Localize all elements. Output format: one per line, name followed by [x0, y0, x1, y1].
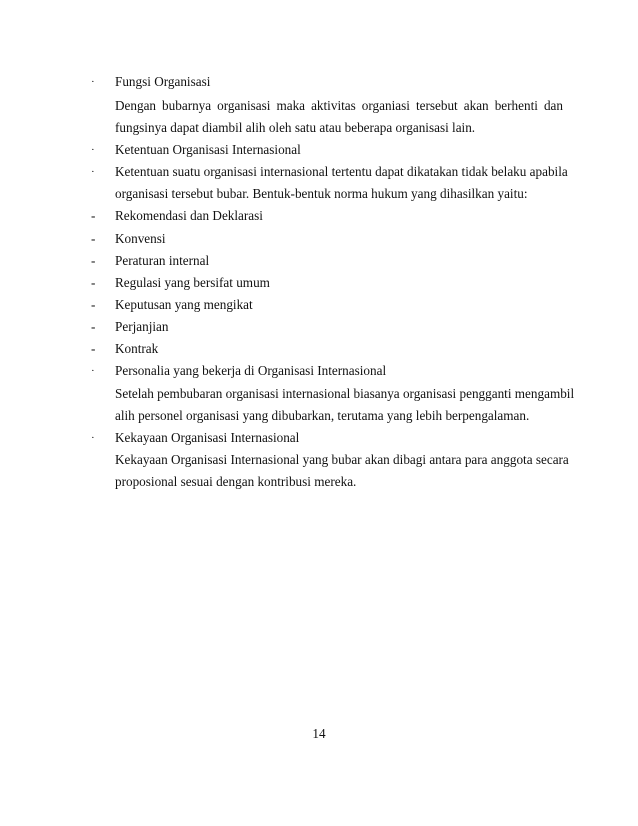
bullet-marker: ·: [91, 144, 95, 156]
dash-marker: -: [91, 319, 96, 334]
list-item: [0, 229, 638, 249]
list-item-text: Regulasi yang bersifat umum: [115, 275, 270, 290]
bullet-marker: ·: [91, 166, 95, 178]
list-item: [0, 251, 638, 271]
bullet-marker: ·: [91, 432, 95, 444]
list-item: [0, 72, 638, 92]
item-heading: Fungsi Organisasi: [115, 74, 211, 89]
paragraph-line: [0, 184, 638, 204]
list-item-text: Rekomendasi dan Deklarasi: [115, 208, 263, 223]
dash-marker: -: [91, 208, 96, 223]
paragraph-text: fungsinya dapat diambil alih oleh satu atau beberapa organisasi lain.: [115, 120, 476, 135]
dash-marker: -: [91, 297, 96, 312]
paragraph-line: [0, 96, 638, 116]
item-heading: Personalia yang bekerja di Organisasi Internasional: [115, 363, 387, 378]
paragraph-text: Setelah pembubaran organisasi internasional biasanya organisasi pengganti mengambil: [115, 386, 575, 401]
paragraph-line: [0, 472, 638, 492]
dash-marker: -: [91, 341, 96, 356]
list-item: [0, 206, 638, 226]
list-item: [0, 428, 638, 448]
list-item: [0, 339, 638, 359]
list-item-text: Keputusan yang mengikat: [115, 297, 253, 312]
list-item-text: Kontrak: [115, 341, 159, 356]
paragraph-line: [0, 384, 638, 404]
list-item: [0, 162, 638, 182]
paragraph-line: [0, 118, 638, 138]
dash-marker: -: [91, 231, 96, 246]
page-number: 14: [312, 726, 326, 741]
bullet-marker: ·: [91, 76, 95, 88]
paragraph-text: Kekayaan Organisasi Internasional yang bubar akan dibagi antara para anggota secara: [115, 452, 569, 467]
paragraph-text: proposional sesuai dengan kontribusi mereka.: [115, 474, 357, 489]
paragraph-line: [0, 450, 638, 470]
paragraph-text: Dengan bubarnya organisasi maka aktivitas organiasi tersebut akan berhenti dan: [115, 98, 563, 113]
item-heading: Ketentuan Organisasi Internasional: [115, 142, 301, 157]
paragraph-line: [0, 406, 638, 426]
dash-marker: -: [91, 275, 96, 290]
list-item: [0, 273, 638, 293]
item-heading: Kekayaan Organisasi Internasional: [115, 430, 300, 445]
list-item: [0, 295, 638, 315]
paragraph-text: organisasi tersebut bubar. Bentuk-bentuk norma hukum yang dihasilkan yaitu:: [115, 186, 528, 201]
list-item-text: Perjanjian: [115, 319, 169, 334]
paragraph-text: alih personel organisasi yang dibubarkan, terutama yang lebih berpengalaman.: [115, 408, 530, 423]
list-item-text: Peraturan internal: [115, 253, 210, 268]
list-item-text: Konvensi: [115, 231, 166, 246]
list-item: [0, 317, 638, 337]
dash-marker: -: [91, 253, 96, 268]
paragraph-text: Ketentuan suatu organisasi internasional tertentu dapat dikatakan tidak belaku apabila: [115, 164, 568, 179]
list-item: [0, 140, 638, 160]
bullet-marker: ·: [91, 365, 95, 377]
list-item: [0, 361, 638, 381]
